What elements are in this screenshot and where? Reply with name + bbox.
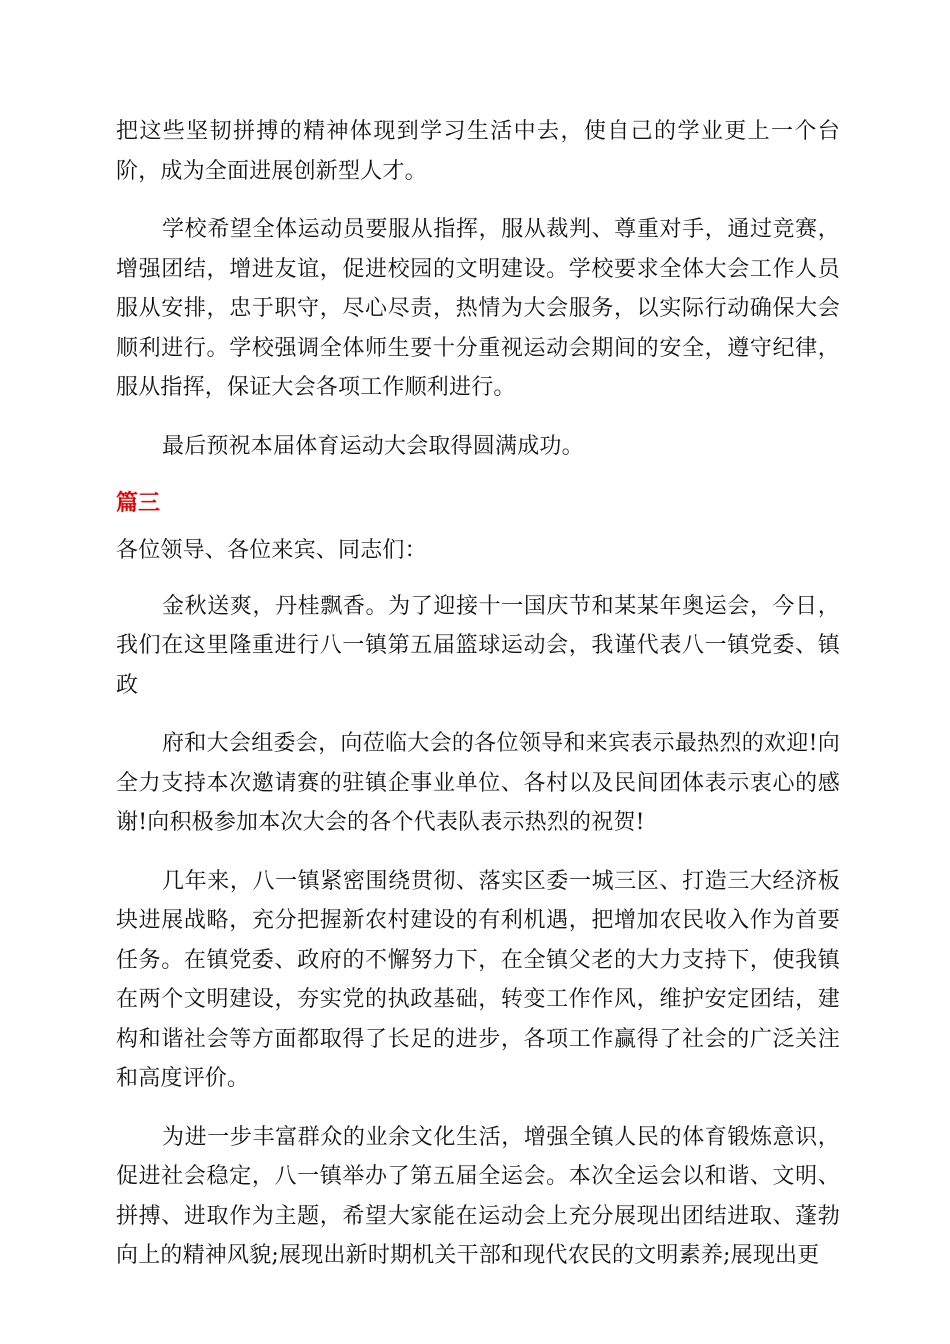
paragraph-6: 几年来，八一镇紧密围绕贯彻、落实区委一城三区、打造三大经济板块进展战略，充分把握新农村建设的有利机遇，把增加农民收入作为首要任务。在镇党委、政府的不懈努力下，在全镇父老的大力支持下，使我镇在两个文明建设，夯实党的执政基础，转变工作作风，维护安定团结，建构和谐社会等方面都取得了长足的进步，各项工作赢得了社会的广泛关注和高度评价。	[116, 868, 840, 1091]
paragraph-7: 为进一步丰富群众的业余文化生活，增强全镇人民的体育锻炼意识，促进社会稳定，八一镇举办了第五届全运会。本次全运会以和谐、文明、拼搏、进取作为主题，希望大家能在运动会上充分展现出团结进取、蓬勃向上的精神风貌;展现出新时期机关干部和现代农民的文明素养;展现出更	[116, 1124, 840, 1268]
paragraph-3: 最后预祝本届体育运动大会取得圆满成功。	[162, 433, 584, 459]
salutation: 各位领导、各位来宾、同志们：	[116, 538, 427, 563]
paragraph-5: 府和大会组委会，向莅临大会的各位领导和来宾表示最热烈的欢迎!向全力支持本次邀请赛的驻镇企事业单位、各村以及民间团体表示衷心的感谢!向积极参加本次大会的各个代表队表示热烈的祝贺!	[116, 731, 840, 835]
paragraph-1: 把这些坚韧拼搏的精神体现到学习生活中去，使自己的学业更上一个台阶，成为全面进展创新型人才。	[116, 119, 840, 184]
document-body	[116, 112, 840, 1295]
section-heading: 篇三	[116, 491, 161, 516]
paragraph-2: 学校希望全体运动员要服从指挥，服从裁判、尊重对手，通过竞赛，增强团结，增进友谊，促进校园的文明建设。学校要求全体大会工作人员服从安排，忠于职守，尽心尽责，热情为大会服务，以实际行动确保大会顺利进行。学校强调全体师生要十分重视运动会期间的安全，遵守纪律，服从指挥，保证大会各项工作顺利进行。	[116, 217, 840, 400]
paragraph-4: 金秋送爽，丹桂飘香。为了迎接十一国庆节和某某年奥运会，今日，我们在这里隆重进行八一镇第五届篮球运动会，我谨代表八一镇党委、镇政	[116, 593, 840, 698]
